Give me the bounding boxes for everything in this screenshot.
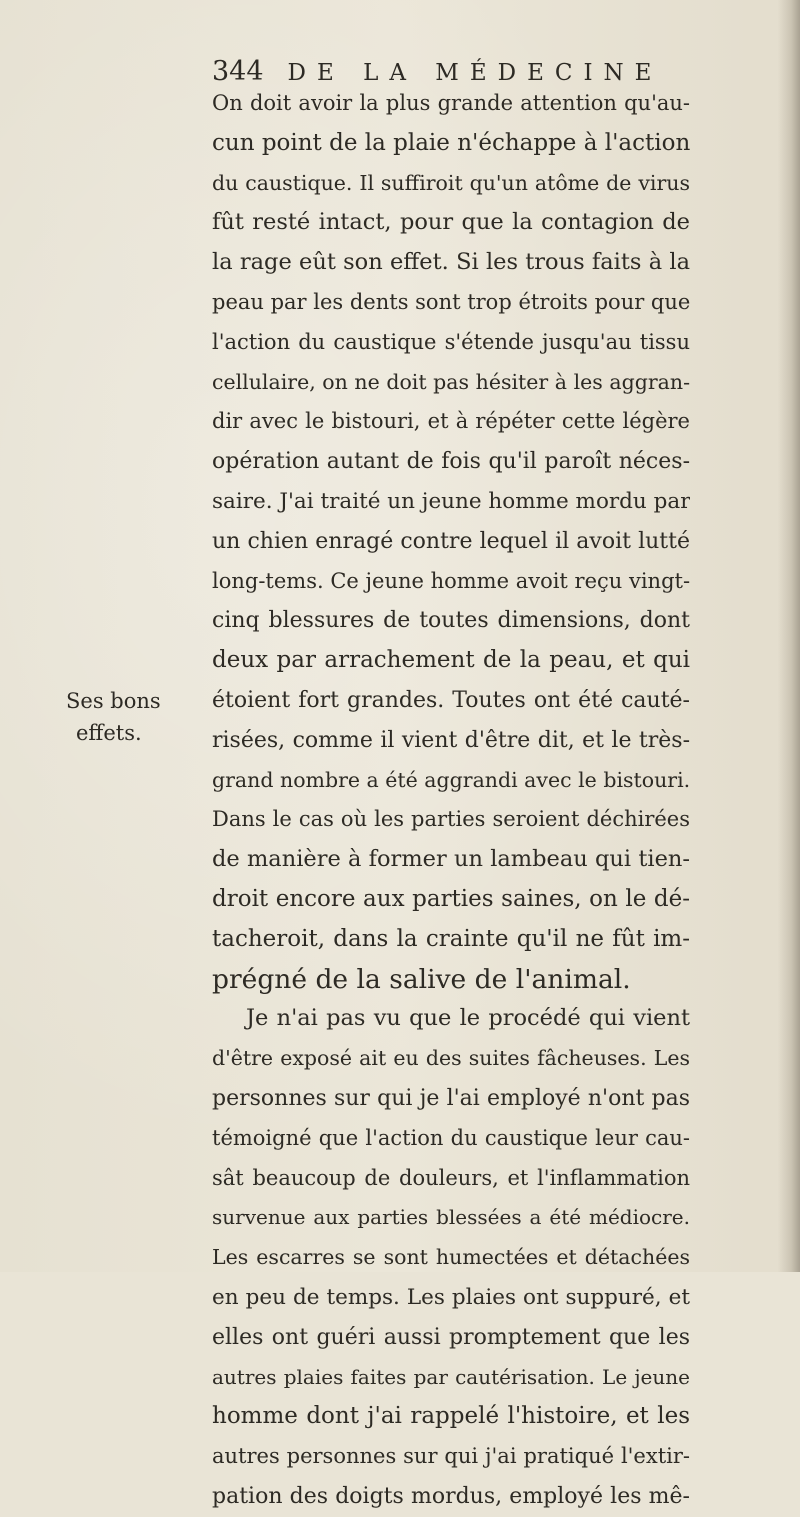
text-line: peau par les dents sont trop étroits pour que [212,289,690,314]
text-line: d'être exposé ait eu des suites fâcheuses. Les [212,1046,690,1071]
text-line: Dans le cas où les parties seroient déchirées [212,807,690,832]
text-line: en peu de temps. Les plaies ont suppuré, et [212,1284,690,1310]
text-line: cun point de la plaie n'échappe à l'action [212,129,690,156]
running-head: DE LA MÉDECINE [287,60,663,86]
text-line: grand nombre a été aggrandi avec le bistouri. [212,767,690,792]
margin-note-line: effets. [76,721,142,745]
text-line: droit encore aux parties saines, on le dé- [212,885,690,912]
text-line: cinq blessures de toutes dimensions, dont [212,608,690,634]
body-text [212,84,690,1517]
text-line: pation des doigts mordus, employé les mê- [212,1483,690,1509]
text-line: deux par arrachement de la peau, et qui [212,647,690,674]
text-line: autres personnes sur qui j'ai pratiqué l'extir- [212,1444,690,1469]
text-line: saire. J'ai traité un jeune homme mordu par [212,488,690,514]
text-line: témoigné que l'action du caustique leur cau- [212,1125,690,1150]
text-line: sât beaucoup de douleurs, et l'inflammation [212,1165,690,1190]
text-line: la rage eût son effet. Si les trous faits à la [212,249,690,276]
text-line: Les escarres se sont humectées et détachées [212,1245,690,1270]
text-line: cellulaire, on ne doit pas hésiter à les aggran- [212,369,690,394]
text-line: étoient fort grandes. Toutes ont été cauté- [212,687,690,713]
text-line: Je n'ai pas vu que le procédé qui vient [246,1005,690,1032]
text-line: du caustique. Il suffiroit qu'un atôme de virus [212,170,690,195]
page-edge-shadow [778,0,800,1272]
text-line: fût resté intact, pour que la contagion de [212,209,690,236]
margin-note [66,685,186,749]
text-line: opération autant de fois qu'il paroît néces- [212,449,690,475]
text-line: personnes sur qui je l'ai employé n'ont pas [212,1085,690,1111]
text-line: autres plaies faites par cautérisation. Le jeune [212,1364,690,1389]
text-line: un chien enragé contre lequel il avoit lutté [212,528,690,554]
text-line: prégné de la salive de l'animal. [212,963,631,995]
margin-note-line: Ses bons [66,689,161,713]
text-line: survenue aux parties blessées a été médiocre. [212,1205,690,1230]
text-line: long-tems. Ce jeune homme avoit reçu vingt- [212,568,690,593]
text-line: l'action du caustique s'étende jusqu'au tissu [212,329,690,354]
text-line: tacheroit, dans la crainte qu'il ne fût im- [212,925,690,952]
text-line: elles ont guéri aussi promptement que les [212,1324,690,1350]
text-line: risées, comme il vient d'être dit, et le très- [212,727,690,753]
text-line: On doit avoir la plus grande attention qu'au- [212,91,690,115]
page-number: 344 [212,56,264,87]
text-line: dir avec le bistouri, et à répéter cette légère [212,409,690,434]
text-line: homme dont j'ai rappelé l'histoire, et les [212,1403,690,1430]
text-line: de manière à former un lambeau qui tien- [212,846,690,873]
